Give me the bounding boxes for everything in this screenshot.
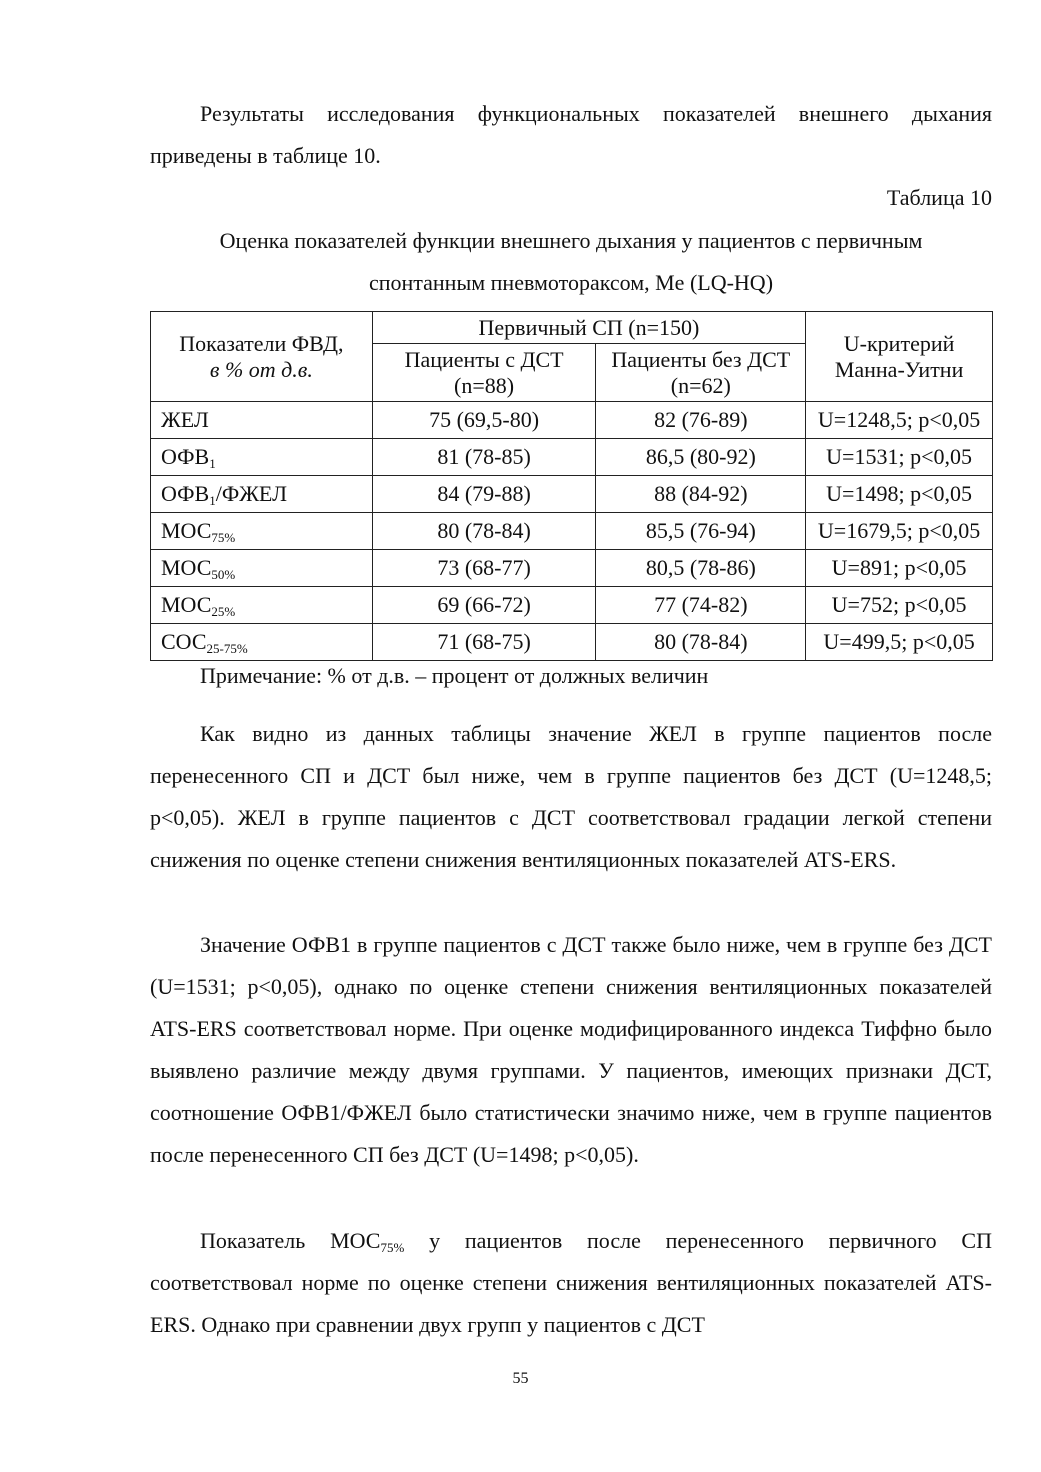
paragraph-3 [150, 1220, 992, 1346]
intro-text: Результаты исследования функциональных показателей внешнего дыхания приведены в таблице 10. [150, 101, 992, 168]
row-without-dst: 88 (84-92) [596, 476, 806, 513]
row-u-value: U=891; p<0,05 [806, 550, 993, 587]
row-with-dst: 75 (69,5-80) [372, 402, 596, 439]
row-without-dst: 86,5 (80-92) [596, 439, 806, 476]
table-caption [150, 177, 992, 219]
row-indicator: $ОФВ_1$/ФЖЕЛ [151, 476, 373, 513]
table-title-block [170, 220, 972, 304]
row-with-dst: 73 (68-77) [372, 550, 596, 587]
row-u-value: U=1679,5; p<0,05 [806, 513, 993, 550]
row-with-dst: 69 (66-72) [372, 587, 596, 624]
table-note: Примечание: % от д.в. – процент от должных величин [200, 663, 709, 688]
row-u-value: U=752; p<0,05 [806, 587, 993, 624]
header-with-dst-line1: Пациенты с ДСТ [404, 346, 564, 372]
header-group: Первичный СП (n=150) [372, 312, 805, 344]
header-without-dst-line2: (n=62) [670, 372, 731, 398]
row-indicator: $МОС_{75\%}$ [151, 513, 373, 550]
row-indicator: $МОС_{50\%}$ [151, 550, 373, 587]
intro-paragraph [150, 93, 992, 177]
page-number: 55 [512, 1370, 529, 1387]
row-without-dst: 82 (76-89) [596, 402, 806, 439]
table-row [151, 513, 993, 550]
table-title: Оценка показателей функции внешнего дыхания у пациентов с первичным спонтанным пневмотораксом, Me (LQ-HQ) [219, 228, 923, 295]
header-u-test [806, 312, 993, 402]
row-with-dst: 84 (79-88) [372, 476, 596, 513]
header-with-dst [372, 344, 596, 402]
row-indicator: $ОФВ_1$ [151, 439, 373, 476]
paragraph-1-text: Как видно из данных таблицы значение ЖЕЛ в группе пациентов после перенесенного СП и ДСТ был ниже, чем в группе пациентов без ДСТ (U=1248,5; p<0,05). ЖЕЛ в группе пациентов с ДСТ соответствовал градации легкой степени снижения по оценке степени снижения вентиляционных показателей ATS-ERS. [150, 721, 992, 872]
row-indicator: ЖЕЛ [151, 402, 373, 439]
row-u-value: U=1531; p<0,05 [806, 439, 993, 476]
table-row [151, 624, 993, 661]
table-row [151, 439, 993, 476]
header-indicator-line1: Показатели ФВД, [179, 330, 344, 356]
header-without-dst [596, 344, 806, 402]
paragraph-3-text: Показатель $МОС_{75\%}$ у пациентов после перенесенного первичного СП соответствовал норме по оценке степени снижения вентиляционных показателей ATS-ERS. Однако при сравнении двух групп у пациентов с ДСТ [150, 1228, 992, 1337]
row-u-value: U=1248,5; p<0,05 [806, 402, 993, 439]
table-row [151, 587, 993, 624]
row-without-dst: 85,5 (76-94) [596, 513, 806, 550]
header-u-line2: Манна-Уитни [834, 356, 964, 382]
row-without-dst: 80 (78-84) [596, 624, 806, 661]
row-u-value: U=1498; p<0,05 [806, 476, 993, 513]
table-row [151, 402, 993, 439]
paragraph-2 [150, 924, 992, 1176]
row-indicator: $СОС_{25-75\%}$ [151, 624, 373, 661]
header-indicator [151, 312, 373, 402]
paragraph-2-text: Значение ОФВ1 в группе пациентов с ДСТ также было ниже, чем в группе без ДСТ (U=1531; p<0,05), однако по оценке степени снижения вентиляционных показателей ATS-ERS соответствовал норме. При оценке модифицированного индекса Тиффно было выявлено различие между двумя группами. У пациентов, имеющих признаки ДСТ, соотношение ОФВ1/ФЖЕЛ было статистически значимо ниже, чем в группе пациентов после перенесенного СП без ДСТ (U=1498; p<0,05). [150, 932, 992, 1167]
header-u-line1: U-критерий [843, 330, 955, 356]
row-with-dst: 81 (78-85) [372, 439, 596, 476]
row-indicator: $МОС_{25\%}$ [151, 587, 373, 624]
header-with-dst-line2: (n=88) [454, 372, 515, 398]
table-row [151, 476, 993, 513]
row-without-dst: 77 (74-82) [596, 587, 806, 624]
results-table [150, 311, 993, 661]
row-with-dst: 80 (78-84) [372, 513, 596, 550]
row-u-value: U=499,5; p<0,05 [806, 624, 993, 661]
header-without-dst-line1: Пациенты без ДСТ [611, 346, 791, 372]
row-without-dst: 80,5 (78-86) [596, 550, 806, 587]
table-number: Таблица 10 [886, 185, 992, 210]
table-row [151, 550, 993, 587]
header-indicator-line2: в % от д.в. [209, 356, 313, 382]
paragraph-1 [150, 713, 992, 881]
row-with-dst: 71 (68-75) [372, 624, 596, 661]
